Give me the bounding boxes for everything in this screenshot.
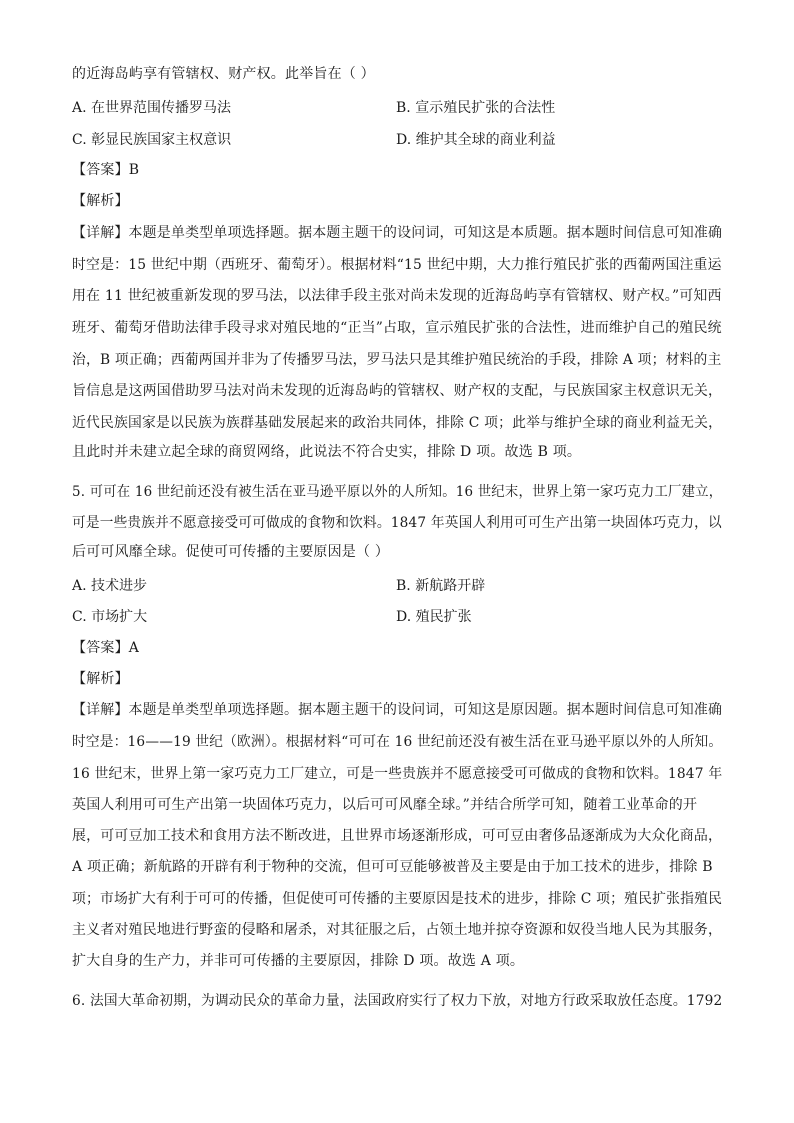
q5-analysis-label: 【解析】 <box>72 671 129 687</box>
q4-option-a: A. 在世界范围传播罗马法 <box>72 100 232 116</box>
q5-option-a: A. 技术进步 <box>72 578 148 594</box>
q4-stem-tail: 的近海岛屿享有管辖权、财产权。此举旨在（ ） <box>72 66 375 82</box>
q4-detail-line: 用在 11 世纪被重新发现的罗马法，以法律手段主张对尚未发现的近海岛屿享有管辖权、财产权。”可知西 <box>72 288 722 304</box>
q5-stem-line: 后可可风靡全球。促使可可传播的主要原因是（ ） <box>72 544 390 560</box>
q5-detail-line: 扩大自身的生产力，并非可可传播的主要原因，排除 D 项。故选 A 项。 <box>72 953 525 969</box>
q5-stem-line: 5. 可可在 16 世纪前还没有被生活在亚马逊平原以外的人所知。16 世纪末，世界上第一家巧克力工厂建立， <box>72 484 723 500</box>
q5-option-b: B. 新航路开辟 <box>396 578 486 594</box>
q5-answer: 【答案】A <box>72 640 140 656</box>
q4-analysis-label: 【解析】 <box>72 193 129 209</box>
q5-detail-line: 16 世纪末，世界上第一家巧克力工厂建立，可是一些贵族并不愿意接受可可做成的食物和饮料。1847 年 <box>72 766 723 782</box>
q4-detail-line: 【详解】本题是单类型单项选择题。据本题主题干的设问词，可知这是本质题。据本题时间信息可知准确 <box>72 225 723 241</box>
q5-stem-line: 可是一些贵族并不愿意接受可可做成的食物和饮料。1847 年英国人利用可可生产出第一块固体巧克力，以 <box>72 515 722 531</box>
q4-detail-line: 近代民族国家是以民族为族群基础发展起来的政治共同体，排除 C 项；此举与维护全球的商业利益无关， <box>72 415 723 431</box>
q5-option-d: D. 殖民扩张 <box>396 609 472 625</box>
q4-answer: 【答案】B <box>72 162 140 178</box>
q4-detail-line: 且此时并未建立起全球的商贸网络，此说法不符合史实，排除 D 项。故选 B 项。 <box>72 444 582 460</box>
q5-detail-line: A 项正确；新航路的开辟有利于物种的交流，但可可豆能够被普及主要是由于加工技术的进步，排除 B <box>72 859 713 875</box>
q5-detail-line: 时空是：16——19 世纪（欧洲）。根据材料“可可在 16 世纪前还没有被生活在亚马逊平原以外的人所知。 <box>72 734 723 750</box>
q5-option-c: C. 市场扩大 <box>72 609 148 625</box>
q5-detail-line: 展，可可豆加工技术和食用方法不断改进，且世界市场逐渐形成，可可豆由奢侈品逐渐成为大众化商品， <box>72 828 723 844</box>
q5-detail-line: 英国人利用可可生产出第一块固体巧克力，以后可可风靡全球。”并结合所学可知，随着工业革命的开 <box>72 797 698 813</box>
q4-detail-line: 班牙、葡萄牙借助法律手段寻求对殖民地的“正当”占取，宣示殖民扩张的合法性，进而维护自己的殖民统 <box>72 320 722 336</box>
q4-detail-line: 治，B 项正确；西葡两国并非为了传播罗马法，罗马法只是其维护殖民统治的手段，排除 A 项；材料的主 <box>72 352 722 368</box>
q4-option-c: C. 彰显民族国家主权意识 <box>72 132 232 148</box>
q6-stem-line: 6. 法国大革命初期，为调动民众的革命力量，法国政府实行了权力下放，对地方行政采取放任态度。1792 <box>72 993 723 1009</box>
q5-detail-line: 主义者对殖民地进行野蛮的侵略和屠杀，对其征服之后，占领土地并掠夺资源和奴役当地人民为其服务， <box>72 922 723 938</box>
q4-detail-line: 时空是：15 世纪中期（西班牙、葡萄牙）。根据材料“15 世纪中期，大力推行殖民扩张的西葡两国注重运 <box>72 257 722 273</box>
q4-detail-line: 旨信息是这两国借助罗马法对尚未发现的近海岛屿的管辖权、财产权的支配，与民族国家主权意识无关， <box>72 383 723 399</box>
q4-option-d: D. 维护其全球的商业利益 <box>396 132 556 148</box>
q5-detail-line: 项；市场扩大有利于可可的传播，但促使可可传播的主要原因是技术的进步，排除 C 项；殖民扩张指殖民 <box>72 891 723 907</box>
q4-option-b: B. 宣示殖民扩张的合法性 <box>396 100 556 116</box>
q5-detail-line: 【详解】本题是单类型单项选择题。据本题主题干的设问词，可知这是原因题。据本题时间信息可知准确 <box>72 702 723 718</box>
